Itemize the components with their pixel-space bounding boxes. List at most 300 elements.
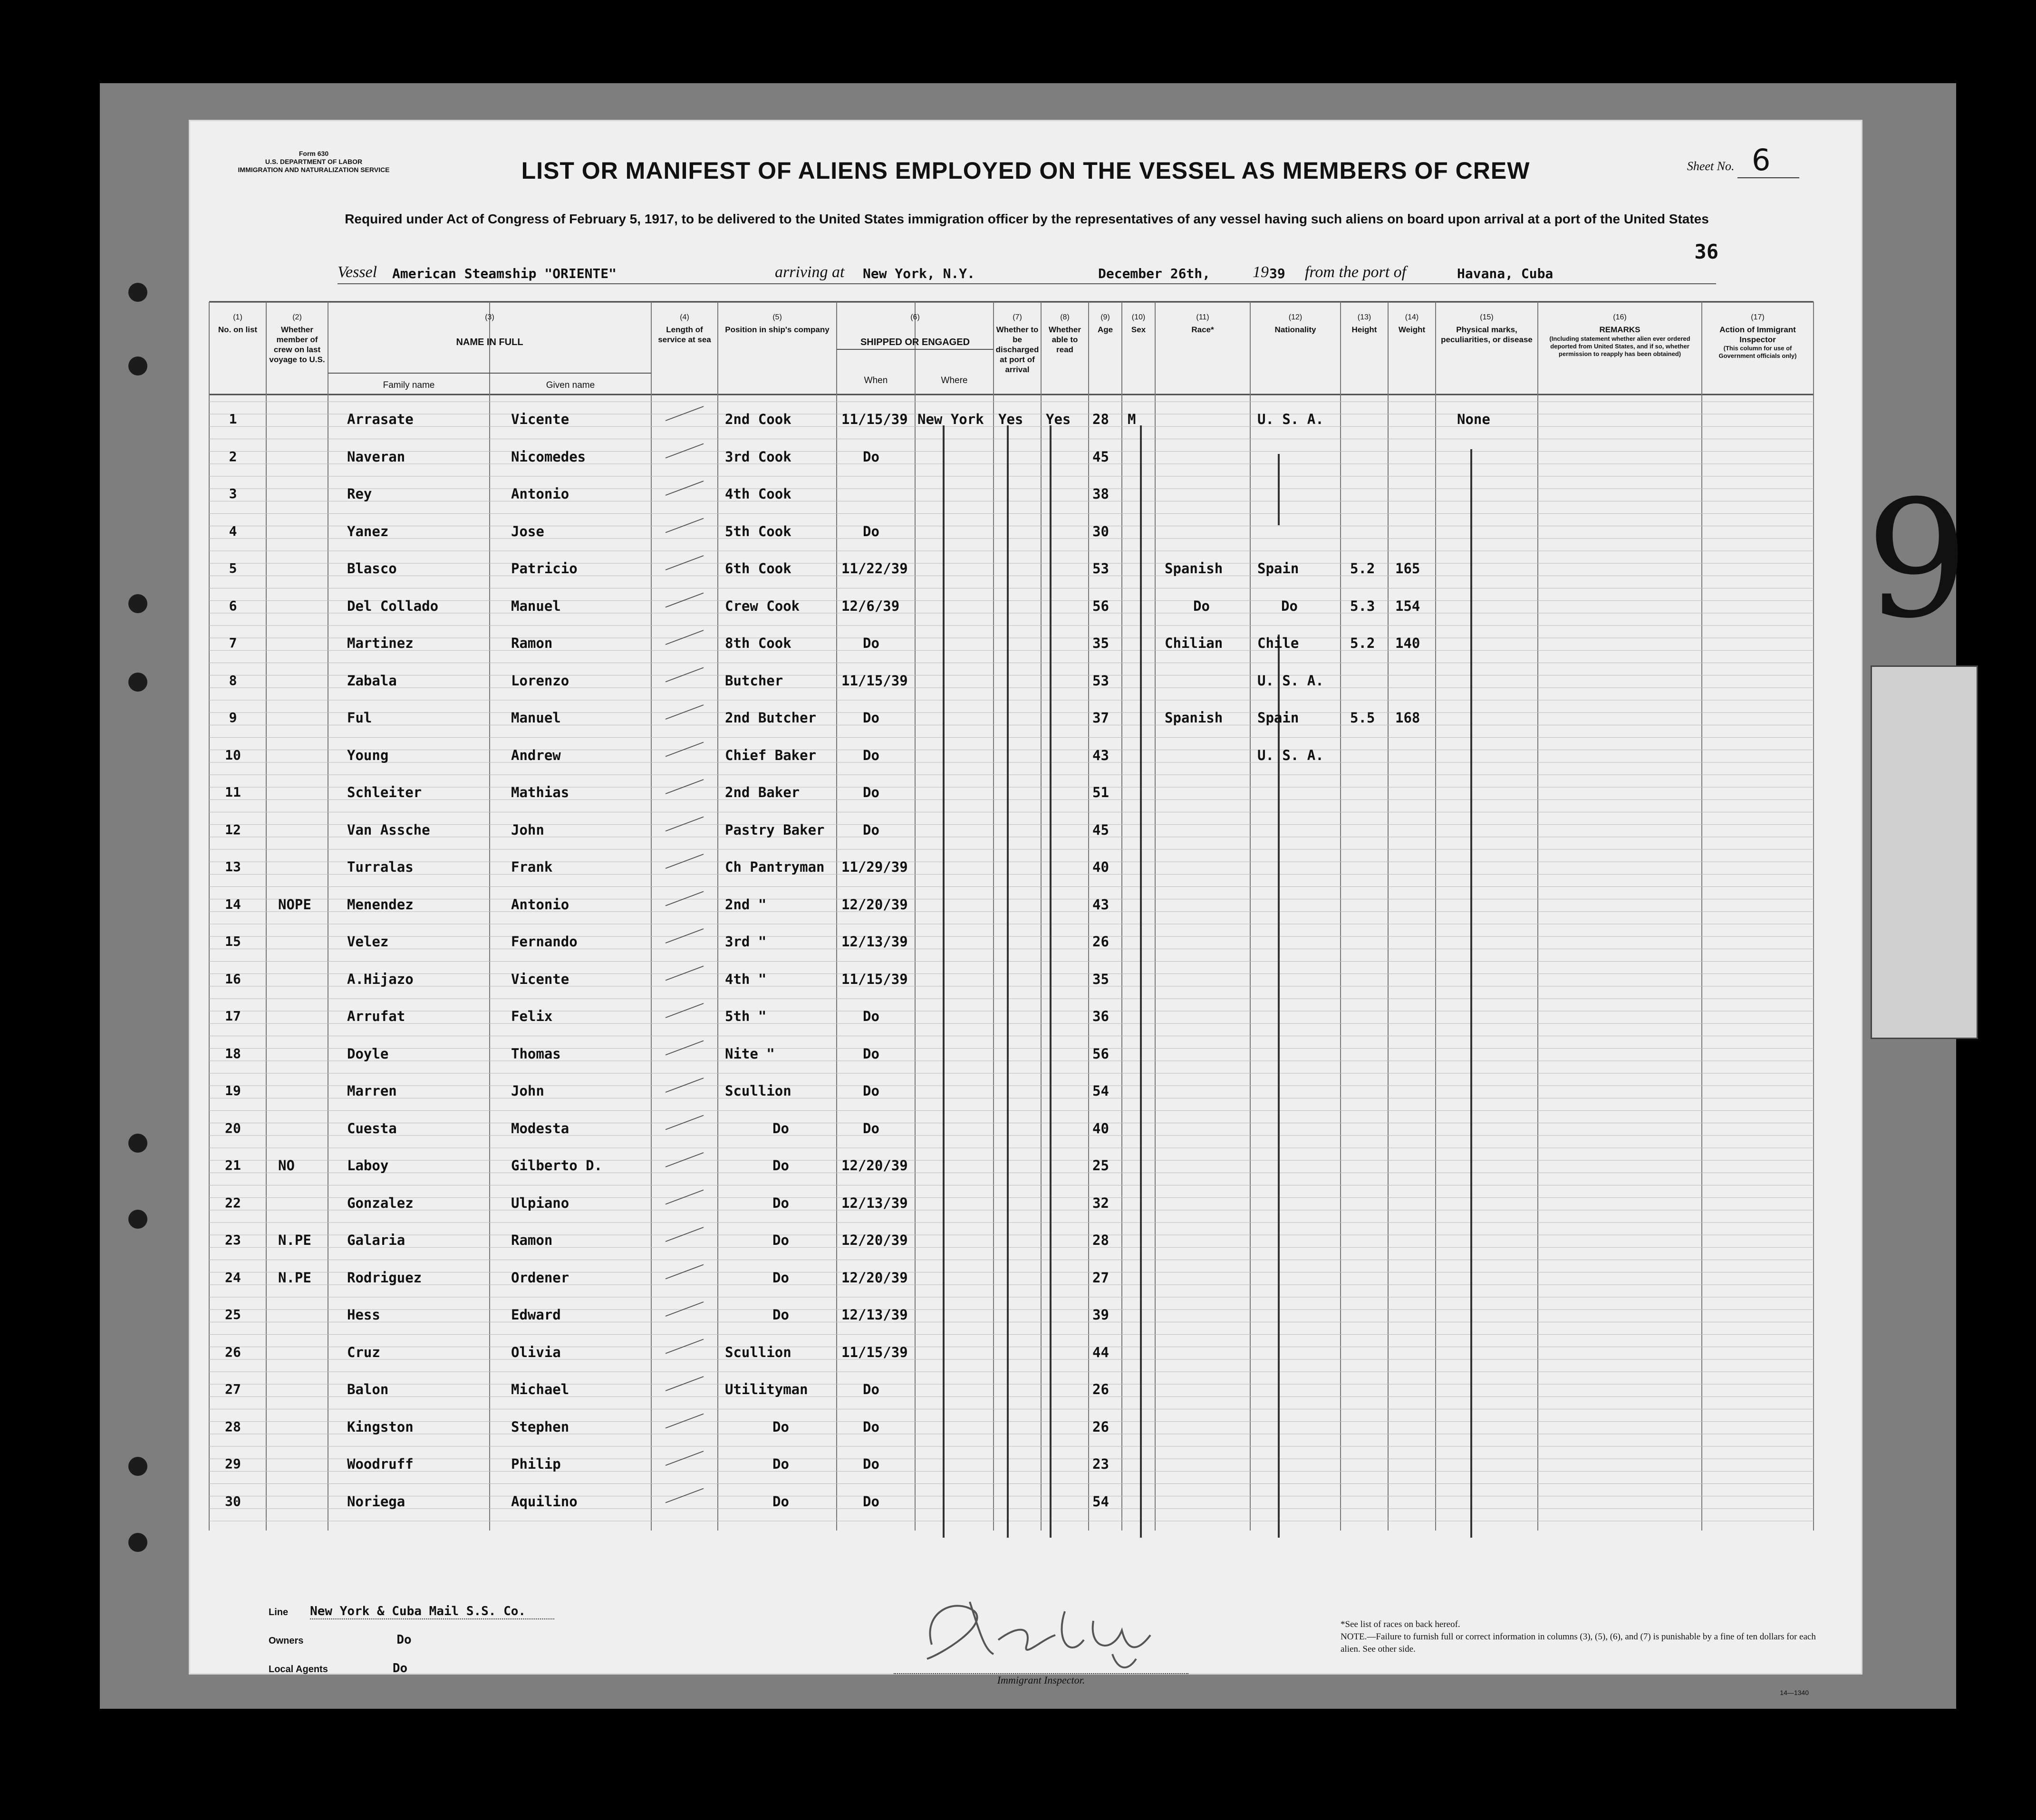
- cell-given: Andrew: [511, 747, 561, 763]
- cell-when: Do: [863, 523, 879, 539]
- cell-when: 11/22/39: [841, 560, 908, 577]
- cell-position: Do: [772, 1493, 789, 1510]
- cell-when: Do: [863, 1418, 879, 1435]
- cell-where: New York: [917, 411, 984, 427]
- service-slash: [666, 1041, 704, 1055]
- arrival-date: December 26th,: [1098, 266, 1211, 281]
- service-slash: [666, 406, 704, 421]
- service-slash: [666, 1153, 704, 1167]
- cell-age: 45: [1092, 448, 1109, 465]
- from-port: Havana, Cuba: [1457, 266, 1554, 281]
- cell-nationality: Spain: [1257, 560, 1299, 577]
- cell-when: 12/20/39: [841, 1269, 908, 1286]
- binder-hole: [128, 1134, 147, 1153]
- owners-label: Owners: [269, 1636, 304, 1646]
- sheet-no-value: 6: [1737, 143, 1799, 178]
- cell-given: Philip: [511, 1456, 561, 1472]
- cell-height: 5.5: [1350, 710, 1375, 726]
- cell-nationality: Chile: [1257, 635, 1299, 651]
- cell-position: Do: [772, 1418, 789, 1435]
- cell-when: 11/15/39: [841, 411, 908, 427]
- cell-age: 53: [1092, 560, 1109, 577]
- service-slash: [666, 1414, 704, 1428]
- cell-nationality: U. S. A.: [1257, 411, 1324, 427]
- service-slash: [666, 444, 704, 458]
- inspector-label: Immigrant Inspector.: [894, 1673, 1188, 1686]
- cell-family: Balon: [347, 1381, 389, 1397]
- print-code: 14—1340: [1780, 1689, 1809, 1696]
- cell-no: 10: [225, 747, 241, 763]
- cell-given: Stephen: [511, 1418, 569, 1435]
- cell-last: NOPE: [278, 896, 311, 913]
- column-number: (6): [910, 313, 920, 321]
- cell-age: 27: [1092, 1269, 1109, 1286]
- cell-given: Patricio: [511, 560, 578, 577]
- cell-no: 8: [229, 672, 237, 688]
- cell-given: Thomas: [511, 1045, 561, 1062]
- cell-when: 12/13/39: [841, 934, 908, 950]
- cell-position: Pastry Baker: [725, 821, 825, 838]
- cell-when: 11/15/39: [841, 1344, 908, 1360]
- cell-no: 5: [229, 560, 237, 576]
- cell-age: 44: [1092, 1344, 1109, 1360]
- cell-no: 23: [225, 1232, 241, 1248]
- cell-family: Laboy: [347, 1157, 389, 1174]
- binder-hole: [128, 1210, 147, 1229]
- service-slash: [666, 892, 704, 906]
- cell-position: Do: [772, 1456, 789, 1472]
- owners-value: Do: [396, 1633, 412, 1647]
- cell-family: Martinez: [347, 635, 414, 651]
- service-slash: [666, 1227, 704, 1242]
- cell-age: 51: [1092, 784, 1109, 800]
- column-number: (4): [680, 313, 689, 321]
- cell-no: 15: [225, 934, 241, 949]
- cell-when: 12/13/39: [841, 1194, 908, 1211]
- column-header-height: Height: [1351, 325, 1377, 334]
- service-slash: [666, 1377, 704, 1391]
- cell-no: 25: [225, 1307, 241, 1322]
- cell-given: Olivia: [511, 1344, 561, 1360]
- cell-no: 21: [225, 1157, 241, 1173]
- cell-no: 11: [225, 784, 241, 800]
- cell-given: Ramon: [511, 1232, 553, 1248]
- cell-family: Yanez: [347, 523, 389, 539]
- cell-age: 56: [1092, 1045, 1109, 1062]
- department: U.S. DEPARTMENT OF LABOR: [265, 158, 363, 165]
- cell-no: 29: [225, 1456, 241, 1472]
- column-number: (2): [292, 313, 302, 321]
- agents-value: Do: [392, 1661, 408, 1676]
- cell-family: Velez: [347, 934, 389, 950]
- service: IMMIGRATION AND NATURALIZATION SERVICE: [238, 166, 390, 173]
- column-header-position: Position in ship's company: [725, 325, 830, 334]
- column-number: (10): [1131, 313, 1146, 321]
- cell-family: Turralas: [347, 859, 414, 875]
- cell-weight: 168: [1395, 710, 1420, 726]
- cell-age: 40: [1092, 1120, 1109, 1136]
- cell-no: 28: [225, 1418, 241, 1435]
- column-number: (17): [1751, 313, 1765, 321]
- column-subheader-when: When: [864, 376, 888, 385]
- cell-given: Lorenzo: [511, 672, 569, 689]
- footer-agents: [269, 1661, 407, 1676]
- column-number: (13): [1357, 313, 1371, 321]
- cell-height: 5.2: [1350, 560, 1375, 577]
- cell-given: Antonio: [511, 896, 569, 913]
- cell-no: 26: [225, 1344, 241, 1360]
- cell-when: Do: [863, 821, 879, 838]
- cell-position: 3rd ": [725, 934, 767, 950]
- cell-position: 5th Cook: [725, 523, 791, 539]
- cell-family: Del Collado: [347, 597, 439, 614]
- cell-age: 23: [1092, 1456, 1109, 1472]
- cell-given: Edward: [511, 1307, 561, 1323]
- cell-family: Cuesta: [347, 1120, 397, 1136]
- column-number: (1): [233, 313, 242, 321]
- cell-no: 12: [225, 821, 241, 838]
- cell-last: N.PE: [278, 1232, 311, 1248]
- cell-no: 22: [225, 1194, 241, 1211]
- cell-no: 17: [225, 1008, 241, 1024]
- cell-weight: 165: [1395, 560, 1420, 577]
- cell-position: 6th Cook: [725, 560, 791, 577]
- cell-race: Spanish: [1165, 560, 1223, 577]
- footer-owners: [269, 1633, 412, 1647]
- vessel-name: American Steamship "ORIENTE": [392, 266, 617, 281]
- cell-age: 53: [1092, 672, 1109, 689]
- cell-position: Do: [772, 1194, 789, 1211]
- cell-given: Antonio: [511, 486, 569, 502]
- underlying-page-tab: [1871, 665, 1978, 1039]
- cell-marks: None: [1457, 411, 1490, 427]
- cell-age: 56: [1092, 597, 1109, 614]
- cell-age: 40: [1092, 859, 1109, 875]
- cell-when: 11/29/39: [841, 859, 908, 875]
- cell-race: Do: [1193, 597, 1210, 614]
- service-slash: [666, 966, 704, 981]
- cell-age: 54: [1092, 1493, 1109, 1510]
- column-subnote-remarks: (Including statement whether alien ever ordered deported from United States, and if so, whether permission to reapply has been obtained): [1549, 335, 1690, 357]
- cell-no: 3: [229, 486, 237, 501]
- service-slash: [666, 1078, 704, 1092]
- cell-no: 1: [229, 411, 237, 427]
- line-label: Line: [269, 1607, 289, 1618]
- cell-family: Zabala: [347, 672, 397, 689]
- cell-age: 30: [1092, 523, 1109, 539]
- cell-nationality: U. S. A.: [1257, 672, 1324, 689]
- column-number: (7): [1013, 313, 1022, 321]
- cell-family: Rey: [347, 486, 372, 502]
- service-slash: [666, 668, 704, 682]
- cell-no: 18: [225, 1045, 241, 1061]
- cell-given: Frank: [511, 859, 553, 875]
- cell-position: Do: [772, 1232, 789, 1248]
- page-title: LIST OR MANIFEST OF ALIENS EMPLOYED ON THE VESSEL AS MEMBERS OF CREW: [521, 157, 1530, 184]
- cell-position: Crew Cook: [725, 597, 800, 614]
- cell-no: 14: [225, 896, 241, 912]
- cell-position: 4th Cook: [725, 486, 791, 502]
- cell-position: 2nd Butcher: [725, 710, 817, 726]
- footer-note: [1341, 1618, 1816, 1656]
- cell-last: NO: [278, 1157, 295, 1174]
- binder-hole: [128, 283, 147, 302]
- service-slash: [666, 854, 704, 868]
- cell-given: Aquilino: [511, 1493, 578, 1510]
- cell-when: Do: [863, 448, 879, 465]
- service-slash: [666, 519, 704, 533]
- cell-position: 8th Cook: [725, 635, 791, 651]
- cell-position: Nite ": [725, 1045, 775, 1062]
- column-subheader-where: Where: [941, 376, 968, 385]
- service-slash: [666, 929, 704, 943]
- cell-age: 26: [1092, 934, 1109, 950]
- cell-when: 12/6/39: [841, 597, 900, 614]
- column-header-family: NAME IN FULL: [456, 337, 523, 347]
- cell-age: 45: [1092, 821, 1109, 838]
- vessel-label: Vessel: [338, 263, 377, 281]
- binder-hole: [128, 673, 147, 692]
- cell-no: 27: [225, 1381, 241, 1397]
- agents-label: Local Agents: [269, 1664, 328, 1675]
- cell-given: Gilberto D.: [511, 1157, 603, 1174]
- cell-weight: 140: [1395, 635, 1420, 651]
- cell-discharged: Yes: [998, 411, 1023, 427]
- service-slash: [666, 1339, 704, 1354]
- cell-family: Young: [347, 747, 389, 763]
- cell-position: Scullion: [725, 1083, 791, 1099]
- cell-no: 19: [225, 1083, 241, 1098]
- cell-when: Do: [863, 1008, 879, 1024]
- cell-age: 28: [1092, 411, 1109, 427]
- cell-family: Kingston: [347, 1418, 414, 1435]
- cell-given: Manuel: [511, 597, 561, 614]
- cell-age: 26: [1092, 1418, 1109, 1435]
- service-slash: [666, 1451, 704, 1465]
- cell-position: Do: [772, 1307, 789, 1323]
- service-slash: [666, 780, 704, 794]
- cell-given: Nicomedes: [511, 448, 586, 465]
- cell-when: Do: [863, 1120, 879, 1136]
- cell-given: Fernando: [511, 934, 578, 950]
- cell-nationality: U. S. A.: [1257, 747, 1324, 763]
- cell-family: Menendez: [347, 896, 414, 913]
- column-number: (5): [772, 313, 782, 321]
- cell-when: Do: [863, 710, 879, 726]
- column-subnote-action: (This column for use of Government officials only): [1718, 345, 1797, 359]
- cell-position: 5th ": [725, 1008, 767, 1024]
- cell-given: Mathias: [511, 784, 569, 800]
- cell-age: 54: [1092, 1083, 1109, 1099]
- cell-family: Schleiter: [347, 784, 422, 800]
- year-prefix: 19: [1253, 263, 1269, 281]
- service-slash: [666, 1003, 704, 1018]
- column-number: (15): [1480, 313, 1494, 321]
- cell-when: Do: [863, 1083, 879, 1099]
- cell-family: Arrasate: [347, 411, 414, 427]
- cell-given: Manuel: [511, 710, 561, 726]
- cell-age: 28: [1092, 1232, 1109, 1248]
- column-header-when: SHIPPED OR ENGAGED: [860, 337, 970, 347]
- column-number: (11): [1196, 313, 1209, 321]
- service-slash: [666, 1190, 704, 1204]
- cell-position: Ch Pantryman: [725, 859, 825, 875]
- cell-position: Chief Baker: [725, 747, 817, 763]
- cell-age: 43: [1092, 896, 1109, 913]
- cell-when: 12/20/39: [841, 896, 908, 913]
- cell-family: Ful: [347, 710, 372, 726]
- cell-sex: M: [1128, 411, 1136, 427]
- cell-given: Felix: [511, 1008, 553, 1024]
- cell-family: Naveran: [347, 448, 405, 465]
- arriving-label: arriving at: [775, 263, 845, 281]
- cell-given: John: [511, 1083, 544, 1099]
- column-number: (16): [1613, 313, 1627, 321]
- cell-nationality: Spain: [1257, 710, 1299, 726]
- cell-family: Rodriguez: [347, 1269, 422, 1286]
- column-header-read: Whether able to read: [1049, 325, 1081, 354]
- cell-family: A.Hijazo: [347, 971, 414, 987]
- cell-position: 2nd ": [725, 896, 767, 913]
- cell-when: 11/15/39: [841, 971, 908, 987]
- column-header-action: Action of Immigrant Inspector: [1719, 325, 1796, 344]
- cell-when: Do: [863, 1381, 879, 1397]
- cell-family: Marren: [347, 1083, 397, 1099]
- service-slash: [666, 817, 704, 831]
- column-number: (3): [485, 313, 494, 321]
- cell-nationality: Do: [1281, 597, 1298, 614]
- cell-read: Yes: [1046, 411, 1071, 427]
- column-header-last: Whether member of crew on last voyage to U.S.: [269, 325, 325, 364]
- cell-race: Spanish: [1165, 710, 1223, 726]
- cell-no: 2: [229, 448, 237, 464]
- cell-no: 13: [225, 859, 241, 875]
- cell-age: 32: [1092, 1194, 1109, 1211]
- year-suffix: 39: [1269, 266, 1285, 281]
- column-number: (14): [1405, 313, 1419, 321]
- cell-position: Do: [772, 1120, 789, 1136]
- cell-family: Noriega: [347, 1493, 405, 1510]
- cell-when: Do: [863, 747, 879, 763]
- cell-age: 35: [1092, 971, 1109, 987]
- binder-hole: [128, 1457, 147, 1476]
- cell-no: 6: [229, 597, 237, 614]
- column-header-marks: Physical marks, peculiarities, or disease: [1441, 325, 1533, 344]
- cell-when: Do: [863, 784, 879, 800]
- cell-when: Do: [863, 1493, 879, 1510]
- races-note: *See list of races on back hereof.: [1341, 1619, 1460, 1629]
- penalty-note: NOTE.—Failure to furnish full or correct information in columns (3), (5), (6), and (7) is punishable by a fine of ten dollars for each alien. See other side.: [1341, 1632, 1816, 1654]
- service-slash: [666, 556, 704, 570]
- cell-age: 25: [1092, 1157, 1109, 1174]
- cell-age: 38: [1092, 486, 1109, 502]
- service-slash: [666, 1116, 704, 1130]
- form-number: Form 630: [299, 150, 329, 157]
- column-number: (9): [1100, 313, 1110, 321]
- cell-given: Jose: [511, 523, 544, 539]
- column-subheader-given: Given name: [546, 380, 595, 390]
- manifest-sheet: [190, 121, 1861, 1696]
- cell-given: Ramon: [511, 635, 553, 651]
- binder-hole: [128, 356, 147, 376]
- cell-no: 4: [229, 523, 237, 539]
- service-slash: [666, 1265, 704, 1279]
- service-slash: [666, 705, 704, 719]
- cell-no: 16: [225, 971, 241, 987]
- cell-age: 26: [1092, 1381, 1109, 1397]
- cell-when: 12/13/39: [841, 1307, 908, 1323]
- cell-last: N.PE: [278, 1269, 311, 1286]
- cell-when: Do: [863, 635, 879, 651]
- cell-given: Ordener: [511, 1269, 569, 1286]
- service-slash: [666, 593, 704, 607]
- cell-family: Blasco: [347, 560, 397, 577]
- service-slash: [666, 1302, 704, 1316]
- cell-age: 37: [1092, 710, 1109, 726]
- requirement-text: Required under Act of Congress of February 5, 1917, to be delivered to the United States immigration officer by the representatives of any vessel having such aliens on board upon arrival at a port of the United States: [345, 212, 1709, 226]
- cell-no: 7: [229, 635, 237, 651]
- cell-position: Scullion: [725, 1344, 791, 1360]
- cell-given: Michael: [511, 1381, 569, 1397]
- service-slash: [666, 742, 704, 757]
- service-slash: [666, 1489, 704, 1503]
- cell-no: 30: [225, 1493, 241, 1509]
- column-header-no: No. on list: [218, 325, 258, 334]
- cell-given: John: [511, 821, 544, 838]
- sheet-label: Sheet No.: [1687, 159, 1735, 173]
- cell-position: 3rd Cook: [725, 448, 791, 465]
- cell-age: 43: [1092, 747, 1109, 763]
- column-header-race: Race*: [1191, 325, 1214, 334]
- cell-no: 9: [229, 710, 237, 725]
- column-number: (12): [1288, 313, 1303, 321]
- cell-family: Doyle: [347, 1045, 389, 1062]
- cell-age: 35: [1092, 635, 1109, 651]
- inspector-signature: [913, 1583, 1179, 1678]
- cell-no: 24: [225, 1269, 241, 1285]
- cell-position: Do: [772, 1269, 789, 1286]
- column-header-remarks: REMARKS: [1599, 325, 1640, 334]
- column-header-age: Age: [1097, 325, 1113, 334]
- cell-height: 5.3: [1350, 597, 1375, 614]
- arriving-port: New York, N.Y.: [863, 266, 975, 281]
- cell-position: 2nd Cook: [725, 411, 791, 427]
- footer-line: [269, 1604, 554, 1618]
- cell-given: Ulpiano: [511, 1194, 569, 1211]
- service-slash: [666, 630, 704, 645]
- cell-when: 12/20/39: [841, 1157, 908, 1174]
- cell-when: Do: [863, 1456, 879, 1472]
- line-value: New York & Cuba Mail S.S. Co.: [310, 1604, 554, 1619]
- column-header-sex: Sex: [1131, 325, 1146, 334]
- margin-mark: 9: [1866, 466, 1969, 654]
- column-header-discharged: Whether to be discharged at port of arrival: [995, 325, 1039, 374]
- cell-position: Do: [772, 1157, 789, 1174]
- cell-family: Woodruff: [347, 1456, 414, 1472]
- cell-family: Van Assche: [347, 821, 430, 838]
- cell-race: Chilian: [1165, 635, 1223, 651]
- cell-age: 39: [1092, 1307, 1109, 1323]
- cell-no: 20: [225, 1120, 241, 1136]
- cell-family: Hess: [347, 1307, 380, 1323]
- column-header-len: Length of service at sea: [658, 325, 711, 344]
- cell-weight: 154: [1395, 597, 1420, 614]
- cell-position: 2nd Baker: [725, 784, 800, 800]
- reference-number: 36: [1694, 240, 1718, 263]
- column-header-nationality: Nationality: [1274, 325, 1316, 334]
- cell-given: Vicente: [511, 971, 569, 987]
- binder-hole: [128, 594, 147, 613]
